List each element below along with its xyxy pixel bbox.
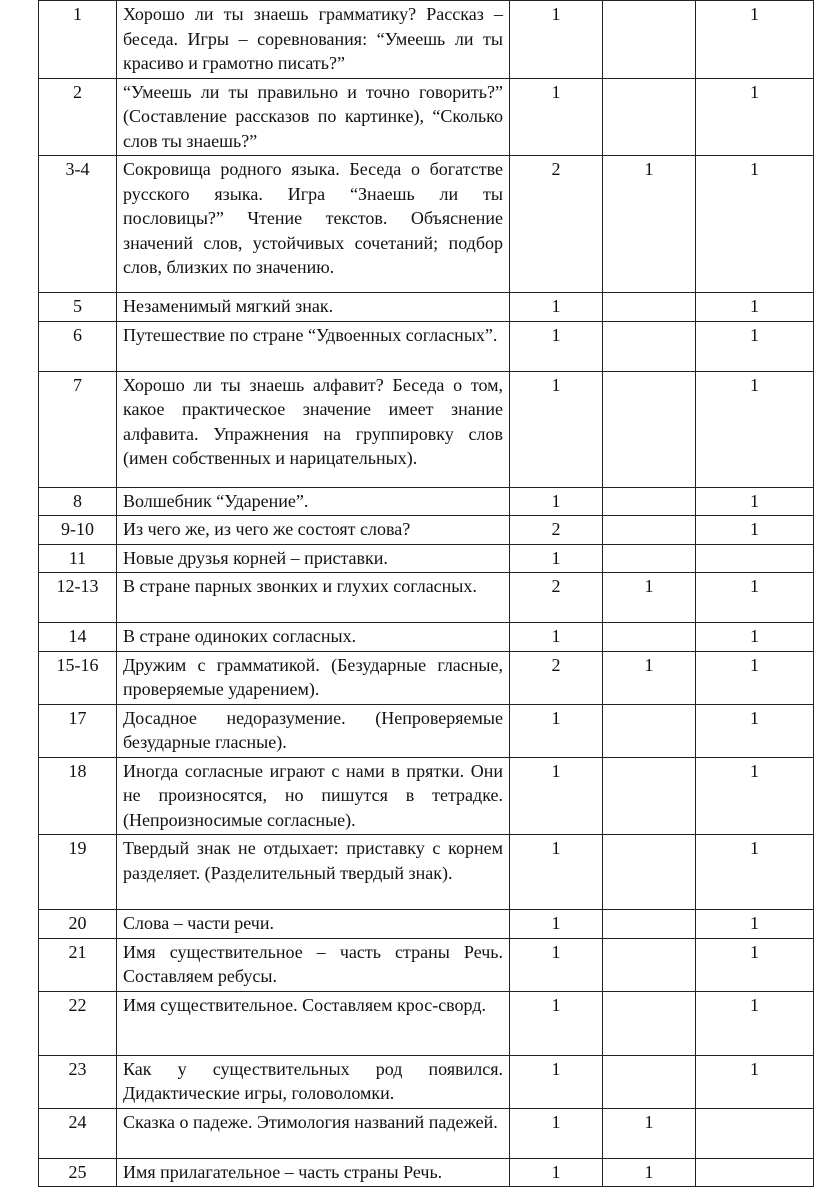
lesson-number: 24 [39, 1108, 117, 1158]
lesson-number: 12-13 [39, 573, 117, 623]
hours-total: 1 [510, 938, 603, 991]
lesson-topic: В стране одиноких согласных. [117, 623, 510, 652]
hours-theory [603, 371, 696, 487]
lesson-topic: Волшебник “Ударение”. [117, 487, 510, 516]
lesson-number: 9-10 [39, 516, 117, 545]
hours-practice [696, 1158, 814, 1187]
hours-practice: 1 [696, 704, 814, 757]
table-row [39, 991, 814, 1055]
table-row [39, 321, 814, 371]
hours-total: 1 [510, 757, 603, 835]
lesson-topic: Незаменимый мягкий знак. [117, 293, 510, 322]
hours-theory [603, 938, 696, 991]
hours-practice: 1 [696, 293, 814, 322]
hours-practice: 1 [696, 78, 814, 156]
table-row [39, 544, 814, 573]
lesson-number: 25 [39, 1158, 117, 1187]
hours-practice: 1 [696, 910, 814, 939]
hours-theory [603, 623, 696, 652]
table-row [39, 835, 814, 910]
lesson-number: 23 [39, 1055, 117, 1108]
hours-theory [603, 991, 696, 1055]
hours-total: 1 [510, 704, 603, 757]
lesson-topic: Имя существительное – часть страны Речь. Составляем ребусы. [117, 938, 510, 991]
hours-practice: 1 [696, 321, 814, 371]
lesson-number: 11 [39, 544, 117, 573]
hours-theory [603, 1, 696, 79]
hours-total: 1 [510, 78, 603, 156]
table-row [39, 757, 814, 835]
lesson-number: 8 [39, 487, 117, 516]
table-row [39, 704, 814, 757]
lesson-topic: Хорошо ли ты знаешь алфавит? Беседа о том, какое практическое значение имеет знание алфавита. Упражнения на группировку слов (имен собственных и нарицательных). [117, 371, 510, 487]
lesson-number: 6 [39, 321, 117, 371]
table-row [39, 573, 814, 623]
hours-theory [603, 757, 696, 835]
hours-total: 1 [510, 1, 603, 79]
lesson-topic: Сокровища родного языка. Беседа о богатстве русского языка. Игра “Знаешь ли ты пословицы?” Чтение текстов. Объяснение значений слов, устойчивых сочетаний; подбор слов, близких по значению. [117, 156, 510, 293]
hours-theory: 1 [603, 1108, 696, 1158]
lesson-topic: Твердый знак не отдыхает: приставку с корнем разделяет. (Разделительный твердый знак). [117, 835, 510, 910]
hours-practice: 1 [696, 835, 814, 910]
hours-total: 1 [510, 1055, 603, 1108]
table-row [39, 156, 814, 293]
hours-practice: 1 [696, 516, 814, 545]
hours-practice: 1 [696, 1055, 814, 1108]
table-row [39, 938, 814, 991]
lesson-number: 15-16 [39, 651, 117, 704]
hours-total: 1 [510, 1158, 603, 1187]
lesson-number: 7 [39, 371, 117, 487]
hours-practice: 1 [696, 1, 814, 79]
lesson-number: 22 [39, 991, 117, 1055]
hours-practice: 1 [696, 938, 814, 991]
hours-practice [696, 544, 814, 573]
lesson-number: 17 [39, 704, 117, 757]
table-row [39, 78, 814, 156]
table-row [39, 371, 814, 487]
lesson-number: 5 [39, 293, 117, 322]
hours-practice: 1 [696, 371, 814, 487]
table-row [39, 293, 814, 322]
hours-total: 1 [510, 910, 603, 939]
hours-practice: 1 [696, 757, 814, 835]
hours-practice: 1 [696, 651, 814, 704]
lesson-number: 18 [39, 757, 117, 835]
hours-theory [603, 1055, 696, 1108]
table-row [39, 623, 814, 652]
table-row [39, 1055, 814, 1108]
hours-theory: 1 [603, 156, 696, 293]
hours-total: 1 [510, 1108, 603, 1158]
hours-total: 2 [510, 516, 603, 545]
hours-theory [603, 321, 696, 371]
lesson-topic: “Умеешь ли ты правильно и точно говорить?” (Составление рассказов по картинке), “Сколько слов ты знаешь?” [117, 78, 510, 156]
table-row [39, 1158, 814, 1187]
hours-practice: 1 [696, 156, 814, 293]
hours-practice: 1 [696, 623, 814, 652]
lesson-topic: Досадное недоразумение. (Непроверяемые безударные гласные). [117, 704, 510, 757]
hours-practice [696, 1108, 814, 1158]
lesson-number: 14 [39, 623, 117, 652]
hours-practice: 1 [696, 573, 814, 623]
hours-theory [603, 293, 696, 322]
hours-theory [603, 704, 696, 757]
hours-theory [603, 835, 696, 910]
lesson-plan-table [38, 0, 814, 1187]
table-row [39, 487, 814, 516]
hours-total: 2 [510, 651, 603, 704]
lesson-topic: Слова – части речи. [117, 910, 510, 939]
table-row [39, 516, 814, 545]
hours-practice: 1 [696, 991, 814, 1055]
lesson-number: 2 [39, 78, 117, 156]
lesson-number: 19 [39, 835, 117, 910]
hours-theory: 1 [603, 651, 696, 704]
hours-total: 1 [510, 835, 603, 910]
table-row [39, 1108, 814, 1158]
hours-total: 2 [510, 573, 603, 623]
table-row [39, 651, 814, 704]
hours-total: 1 [510, 321, 603, 371]
hours-theory [603, 516, 696, 545]
lesson-topic: В стране парных звонких и глухих согласных. [117, 573, 510, 623]
hours-theory [603, 78, 696, 156]
lesson-topic: Иногда согласные играют с нами в прятки. Они не произносятся, но пишутся в тетрадке. (Непроизносимые согласные). [117, 757, 510, 835]
table-row [39, 1, 814, 79]
hours-practice: 1 [696, 487, 814, 516]
lesson-number: 20 [39, 910, 117, 939]
hours-total: 1 [510, 544, 603, 573]
hours-total: 1 [510, 487, 603, 516]
lesson-number: 3-4 [39, 156, 117, 293]
hours-total: 1 [510, 623, 603, 652]
lesson-topic: Как у существительных род появился. Дидактические игры, головоломки. [117, 1055, 510, 1108]
lesson-topic: Сказка о падеже. Этимология названий падежей. [117, 1108, 510, 1158]
lesson-topic: Хорошо ли ты знаешь грамматику? Рассказ – беседа. Игры – соревнования: “Умеешь ли ты красиво и грамотно писать?” [117, 1, 510, 79]
hours-theory [603, 544, 696, 573]
lesson-topic: Имя существительное. Составляем крос-сворд. [117, 991, 510, 1055]
hours-theory [603, 487, 696, 516]
hours-total: 1 [510, 293, 603, 322]
lesson-topic: Из чего же, из чего же состоят слова? [117, 516, 510, 545]
lesson-number: 1 [39, 1, 117, 79]
hours-theory [603, 910, 696, 939]
lesson-topic: Дружим с грамматикой. (Безударные гласные, проверяемые ударением). [117, 651, 510, 704]
hours-theory: 1 [603, 1158, 696, 1187]
table-row [39, 910, 814, 939]
hours-total: 1 [510, 371, 603, 487]
lesson-topic: Путешествие по стране “Удвоенных согласных”. [117, 321, 510, 371]
lesson-topic: Новые друзья корней – приставки. [117, 544, 510, 573]
hours-total: 2 [510, 156, 603, 293]
lesson-topic: Имя прилагательное – часть страны Речь. [117, 1158, 510, 1187]
hours-total: 1 [510, 991, 603, 1055]
hours-theory: 1 [603, 573, 696, 623]
lesson-number: 21 [39, 938, 117, 991]
